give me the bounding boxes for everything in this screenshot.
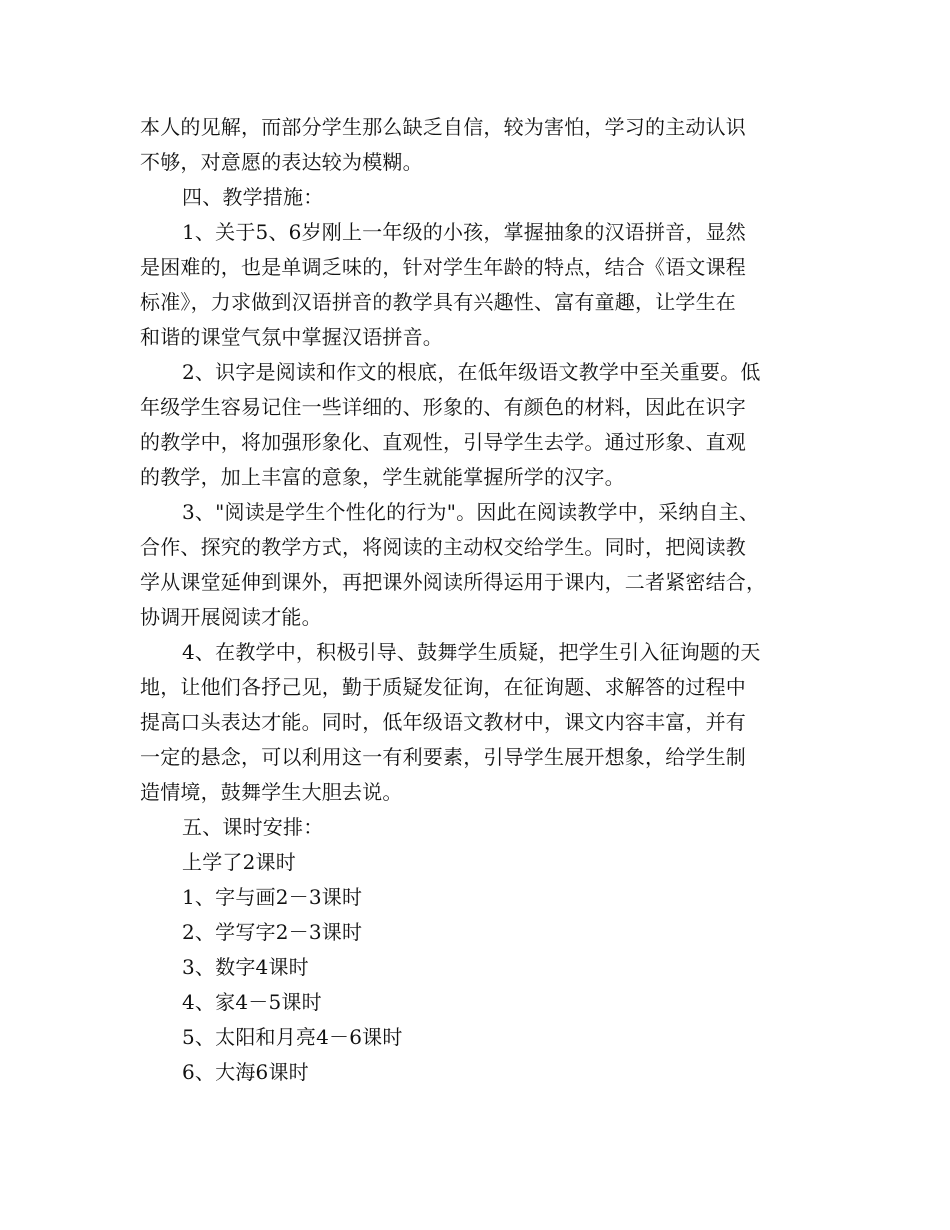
text-line: 本人的见解，而部分学生那么缺乏自信，较为害怕，学习的主动认识 [140,115,746,139]
text-line: 的教学中，将加强形象化、直观性，引导学生去学。通过形象、直观 [140,430,746,454]
schedule-item: 上学了2课时 [182,850,296,874]
text-line: 是困难的，也是单调乏味的，针对学生年龄的特点，结合《语文课程 [140,255,746,279]
paragraph-start: 2、识字是阅读和作文的根底，在低年级语文教学中至关重要。低 [182,360,761,384]
text-line: 造情境，鼓舞学生大胆去说。 [140,780,403,804]
text-line: 一定的悬念，可以利用这一有利要素，引导学生展开想象，给学生制 [140,745,746,769]
text-line: 地，让他们各抒己见，勤于质疑发征询，在征询题、求解答的过程中 [140,675,746,699]
text-line: 和谐的课堂气氛中掌握汉语拼音。 [140,325,443,349]
section-heading: 四、教学措施： [182,185,324,209]
schedule-item: 1、字与画2－3课时 [182,885,363,909]
text-line: 不够，对意愿的表达较为模糊。 [140,150,423,174]
paragraph-start: 1、关于5、6岁刚上一年级的小孩，掌握抽象的汉语拼音，显然 [182,220,746,244]
text-line: 学从课堂延伸到课外，再把课外阅读所得运用于课内，二者紧密结合， [140,570,767,594]
document-body [140,110,830,1090]
schedule-item: 3、数字4课时 [182,955,309,979]
schedule-item: 5、太阳和月亮4－6课时 [182,1025,403,1049]
section-heading: 五、课时安排： [182,815,324,839]
text-line: 协调开展阅读才能。 [140,605,322,629]
schedule-item: 4、家4－5课时 [182,990,322,1014]
schedule-item: 2、学写字2－3课时 [182,920,363,944]
paragraph-start: 4、在教学中，积极引导、鼓舞学生质疑，把学生引入征询题的天 [182,640,761,664]
text-line: 年级学生容易记住一些详细的、形象的、有颜色的材料，因此在识字 [140,395,746,419]
text-line: 的教学，加上丰富的意象，学生就能掌握所学的汉字。 [140,465,625,489]
paragraph-start: 3、"阅读是学生个性化的行为"。因此在阅读教学中，采纳自主、 [182,500,760,524]
schedule-item: 6、大海6课时 [182,1060,309,1084]
text-line: 标准》，力求做到汉语拼音的教学具有兴趣性、富有童趣，让学生在 [140,290,736,314]
text-line: 提高口头表达才能。同时，低年级语文教材中，课文内容丰富，并有 [140,710,746,734]
text-line: 合作、探究的教学方式，将阅读的主动权交给学生。同时，把阅读教 [140,535,746,559]
